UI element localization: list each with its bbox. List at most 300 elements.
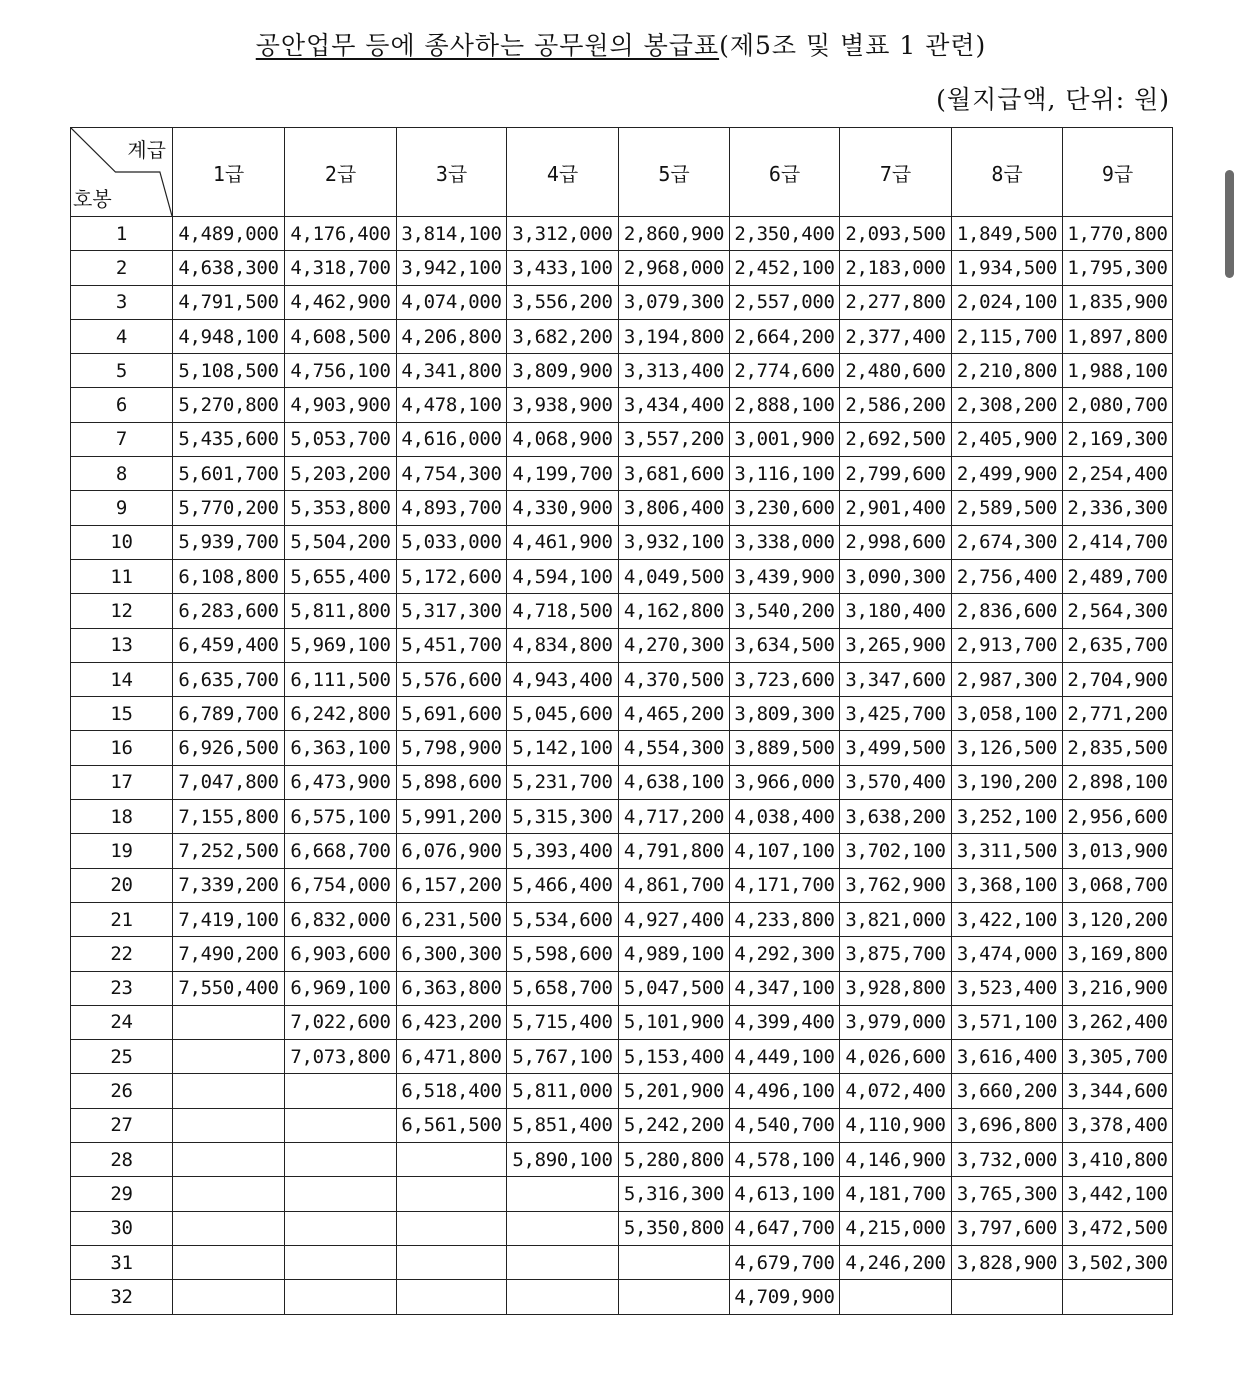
- table-row: [71, 319, 1173, 353]
- salary-cell: 3,814,100: [397, 217, 507, 251]
- salary-cell: 4,318,700: [285, 251, 397, 285]
- salary-cell: 4,834,800: [507, 628, 619, 662]
- salary-cell: [619, 1245, 730, 1279]
- table-row: [71, 594, 1173, 628]
- salary-cell: 4,989,100: [619, 937, 730, 971]
- salary-cell: 5,715,400: [507, 1005, 619, 1039]
- salary-cell: 4,861,700: [619, 868, 730, 902]
- salary-cell: [173, 1280, 285, 1314]
- step-cell: 31: [71, 1245, 173, 1279]
- salary-cell: 3,434,400: [619, 388, 730, 422]
- salary-cell: 1,795,300: [1063, 251, 1173, 285]
- salary-cell: 3,928,800: [840, 971, 952, 1005]
- salary-cell: 3,305,700: [1063, 1040, 1173, 1074]
- salary-cell: 2,589,500: [952, 491, 1063, 525]
- step-cell: 24: [71, 1005, 173, 1039]
- salary-cell: 3,616,400: [952, 1040, 1063, 1074]
- table-row: [71, 971, 1173, 1005]
- salary-cell: 3,180,400: [840, 594, 952, 628]
- salary-cell: 5,969,100: [285, 628, 397, 662]
- salary-cell: 4,608,500: [285, 319, 397, 353]
- step-cell: 11: [71, 559, 173, 593]
- salary-cell: 2,210,800: [952, 354, 1063, 388]
- salary-cell: 3,932,100: [619, 525, 730, 559]
- salary-cell: 4,068,900: [507, 422, 619, 456]
- table-row: [71, 1074, 1173, 1108]
- salary-cell: 2,183,000: [840, 251, 952, 285]
- salary-cell: 3,262,400: [1063, 1005, 1173, 1039]
- salary-cell: 7,339,200: [173, 868, 285, 902]
- salary-cell: 3,502,300: [1063, 1245, 1173, 1279]
- salary-cell: 3,312,000: [507, 217, 619, 251]
- salary-cell: 2,836,600: [952, 594, 1063, 628]
- salary-cell: 2,377,400: [840, 319, 952, 353]
- salary-cell: 4,903,900: [285, 388, 397, 422]
- salary-cell: 4,647,700: [730, 1211, 840, 1245]
- vertical-scrollbar[interactable]: [1225, 170, 1234, 278]
- salary-cell: 4,107,100: [730, 834, 840, 868]
- salary-cell: 4,206,800: [397, 319, 507, 353]
- salary-cell: 2,254,400: [1063, 457, 1173, 491]
- table-row: [71, 285, 1173, 319]
- table-row: [71, 937, 1173, 971]
- salary-cell: [285, 1177, 397, 1211]
- salary-cell: 6,283,600: [173, 594, 285, 628]
- step-cell: 15: [71, 697, 173, 731]
- step-cell: 1: [71, 217, 173, 251]
- salary-cell: 5,504,200: [285, 525, 397, 559]
- salary-cell: 2,756,400: [952, 559, 1063, 593]
- salary-cell: [397, 1211, 507, 1245]
- table-row: [71, 422, 1173, 456]
- salary-cell: 4,616,000: [397, 422, 507, 456]
- salary-cell: [173, 1143, 285, 1177]
- salary-cell: 2,888,100: [730, 388, 840, 422]
- salary-cell: 3,116,100: [730, 457, 840, 491]
- salary-cell: 7,047,800: [173, 765, 285, 799]
- salary-cell: 6,518,400: [397, 1074, 507, 1108]
- salary-cell: [173, 1245, 285, 1279]
- salary-cell: 1,770,800: [1063, 217, 1173, 251]
- salary-cell: 3,660,200: [952, 1074, 1063, 1108]
- salary-cell: 4,341,800: [397, 354, 507, 388]
- table-row: [71, 662, 1173, 696]
- table-row: [71, 1211, 1173, 1245]
- salary-cell: 4,146,900: [840, 1143, 952, 1177]
- table-row: [71, 1005, 1173, 1039]
- salary-cell: [397, 1280, 507, 1314]
- salary-cell: 3,079,300: [619, 285, 730, 319]
- salary-cell: [285, 1280, 397, 1314]
- salary-cell: 2,913,700: [952, 628, 1063, 662]
- table-row: [71, 731, 1173, 765]
- salary-cell: 4,270,300: [619, 628, 730, 662]
- salary-cell: 4,943,400: [507, 662, 619, 696]
- salary-cell: 5,045,600: [507, 697, 619, 731]
- step-cell: 16: [71, 731, 173, 765]
- salary-cell: 3,230,600: [730, 491, 840, 525]
- salary-cell: 7,073,800: [285, 1040, 397, 1074]
- salary-cell: 4,292,300: [730, 937, 840, 971]
- salary-cell: 2,557,000: [730, 285, 840, 319]
- salary-cell: 6,789,700: [173, 697, 285, 731]
- salary-cell: [173, 1108, 285, 1142]
- table-row: [71, 628, 1173, 662]
- salary-cell: [507, 1280, 619, 1314]
- salary-cell: 2,308,200: [952, 388, 1063, 422]
- salary-cell: 4,181,700: [840, 1177, 952, 1211]
- salary-cell: 3,556,200: [507, 285, 619, 319]
- salary-cell: [173, 1040, 285, 1074]
- salary-cell: 3,942,100: [397, 251, 507, 285]
- salary-cell: 6,459,400: [173, 628, 285, 662]
- salary-cell: 3,344,600: [1063, 1074, 1173, 1108]
- salary-cell: [285, 1074, 397, 1108]
- salary-cell: 5,655,400: [285, 559, 397, 593]
- salary-cell: 5,242,200: [619, 1108, 730, 1142]
- salary-cell: 2,901,400: [840, 491, 952, 525]
- salary-cell: 4,072,400: [840, 1074, 952, 1108]
- salary-cell: 4,246,200: [840, 1245, 952, 1279]
- salary-cell: 3,439,900: [730, 559, 840, 593]
- salary-cell: [507, 1211, 619, 1245]
- step-cell: 8: [71, 457, 173, 491]
- salary-cell: 4,756,100: [285, 354, 397, 388]
- salary-cell: 4,489,000: [173, 217, 285, 251]
- salary-cell: 3,828,900: [952, 1245, 1063, 1279]
- step-cell: 3: [71, 285, 173, 319]
- salary-cell: 5,898,600: [397, 765, 507, 799]
- salary-cell: 7,550,400: [173, 971, 285, 1005]
- grade-header-cell: 2급: [285, 128, 397, 217]
- salary-cell: 2,898,100: [1063, 765, 1173, 799]
- salary-cell: 6,668,700: [285, 834, 397, 868]
- salary-cell: 3,126,500: [952, 731, 1063, 765]
- salary-cell: [507, 1177, 619, 1211]
- salary-cell: 6,300,300: [397, 937, 507, 971]
- salary-cell: 1,988,100: [1063, 354, 1173, 388]
- salary-cell: 3,571,100: [952, 1005, 1063, 1039]
- salary-cell: 3,265,900: [840, 628, 952, 662]
- salary-cell: 4,754,300: [397, 457, 507, 491]
- salary-cell: 2,635,700: [1063, 628, 1173, 662]
- grade-header-cell: 9급: [1063, 128, 1173, 217]
- salary-cell: 5,435,600: [173, 422, 285, 456]
- salary-cell: 3,442,100: [1063, 1177, 1173, 1211]
- salary-cell: 5,350,800: [619, 1211, 730, 1245]
- salary-cell: 4,679,700: [730, 1245, 840, 1279]
- salary-cell: 3,252,100: [952, 800, 1063, 834]
- salary-cell: 5,315,300: [507, 800, 619, 834]
- salary-cell: 3,194,800: [619, 319, 730, 353]
- salary-cell: 3,570,400: [840, 765, 952, 799]
- salary-cell: 5,053,700: [285, 422, 397, 456]
- salary-cell: 2,115,700: [952, 319, 1063, 353]
- salary-cell: 5,033,000: [397, 525, 507, 559]
- salary-cell: [173, 1177, 285, 1211]
- salary-cell: 4,496,100: [730, 1074, 840, 1108]
- salary-cell: [1063, 1280, 1173, 1314]
- salary-cell: 3,058,100: [952, 697, 1063, 731]
- salary-cell: 4,927,400: [619, 902, 730, 936]
- step-cell: 20: [71, 868, 173, 902]
- salary-cell: 3,702,100: [840, 834, 952, 868]
- salary-cell: 2,277,800: [840, 285, 952, 319]
- salary-cell: 2,452,100: [730, 251, 840, 285]
- salary-cell: 4,717,200: [619, 800, 730, 834]
- salary-cell: 4,540,700: [730, 1108, 840, 1142]
- salary-cell: 6,471,800: [397, 1040, 507, 1074]
- salary-cell: 3,523,400: [952, 971, 1063, 1005]
- salary-cell: 5,576,600: [397, 662, 507, 696]
- salary-cell: 4,718,500: [507, 594, 619, 628]
- corner-header-cell: [71, 128, 173, 217]
- salary-cell: 5,939,700: [173, 525, 285, 559]
- salary-cell: 4,554,300: [619, 731, 730, 765]
- salary-cell: 2,835,500: [1063, 731, 1173, 765]
- salary-cell: 4,791,500: [173, 285, 285, 319]
- salary-cell: 2,414,700: [1063, 525, 1173, 559]
- salary-cell: 4,215,000: [840, 1211, 952, 1245]
- salary-cell: 6,363,100: [285, 731, 397, 765]
- grade-header-cell: 3급: [397, 128, 507, 217]
- table-row: [71, 559, 1173, 593]
- step-cell: 2: [71, 251, 173, 285]
- salary-cell: 2,586,200: [840, 388, 952, 422]
- salary-cell: [397, 1177, 507, 1211]
- salary-cell: 4,049,500: [619, 559, 730, 593]
- step-cell: 30: [71, 1211, 173, 1245]
- salary-cell: 2,480,600: [840, 354, 952, 388]
- salary-cell: 2,564,300: [1063, 594, 1173, 628]
- step-cell: 10: [71, 525, 173, 559]
- salary-cell: 5,108,500: [173, 354, 285, 388]
- salary-cell: 4,449,100: [730, 1040, 840, 1074]
- salary-cell: 6,111,500: [285, 662, 397, 696]
- salary-cell: 3,499,500: [840, 731, 952, 765]
- grade-header-cell: 6급: [730, 128, 840, 217]
- salary-cell: 3,013,900: [1063, 834, 1173, 868]
- salary-cell: 4,176,400: [285, 217, 397, 251]
- salary-cell: 3,313,400: [619, 354, 730, 388]
- salary-cell: 6,832,000: [285, 902, 397, 936]
- salary-cell: 2,489,700: [1063, 559, 1173, 593]
- salary-cell: 5,317,300: [397, 594, 507, 628]
- salary-cell: 2,350,400: [730, 217, 840, 251]
- salary-cell: 3,634,500: [730, 628, 840, 662]
- salary-cell: 3,765,300: [952, 1177, 1063, 1211]
- salary-cell: 3,821,000: [840, 902, 952, 936]
- salary-cell: 4,461,900: [507, 525, 619, 559]
- step-cell: 9: [71, 491, 173, 525]
- salary-cell: 3,378,400: [1063, 1108, 1173, 1142]
- salary-cell: [952, 1280, 1063, 1314]
- salary-cell: 5,534,600: [507, 902, 619, 936]
- salary-cell: 6,157,200: [397, 868, 507, 902]
- salary-cell: 2,080,700: [1063, 388, 1173, 422]
- salary-cell: 2,799,600: [840, 457, 952, 491]
- document-title: [0, 26, 1242, 62]
- salary-cell: [397, 1143, 507, 1177]
- salary-cell: 2,968,000: [619, 251, 730, 285]
- salary-cell: 3,681,600: [619, 457, 730, 491]
- salary-cell: [173, 1005, 285, 1039]
- salary-cell: 4,709,900: [730, 1280, 840, 1314]
- salary-cell: 2,499,900: [952, 457, 1063, 491]
- salary-cell: [285, 1245, 397, 1279]
- step-cell: 22: [71, 937, 173, 971]
- table-row: [71, 765, 1173, 799]
- salary-cell: 4,791,800: [619, 834, 730, 868]
- salary-cell: 2,692,500: [840, 422, 952, 456]
- salary-cell: 4,948,100: [173, 319, 285, 353]
- title-main: 공안업무 등에 종사하는 공무원의 봉급표: [255, 31, 720, 60]
- salary-cell: 3,001,900: [730, 422, 840, 456]
- salary-cell: 2,169,300: [1063, 422, 1173, 456]
- salary-cell: 6,076,900: [397, 834, 507, 868]
- salary-cell: 6,423,200: [397, 1005, 507, 1039]
- step-cell: 29: [71, 1177, 173, 1211]
- salary-cell: 2,405,900: [952, 422, 1063, 456]
- step-cell: 7: [71, 422, 173, 456]
- salary-cell: 5,270,800: [173, 388, 285, 422]
- salary-cell: 4,638,300: [173, 251, 285, 285]
- step-cell: 17: [71, 765, 173, 799]
- salary-cell: 3,433,100: [507, 251, 619, 285]
- salary-cell: 3,425,700: [840, 697, 952, 731]
- salary-cell: 3,966,000: [730, 765, 840, 799]
- salary-cell: 6,231,500: [397, 902, 507, 936]
- salary-cell: 6,903,600: [285, 937, 397, 971]
- salary-cell: 3,410,800: [1063, 1143, 1173, 1177]
- salary-cell: 5,047,500: [619, 971, 730, 1005]
- salary-cell: 5,316,300: [619, 1177, 730, 1211]
- salary-cell: 3,540,200: [730, 594, 840, 628]
- step-cell: 28: [71, 1143, 173, 1177]
- table-row: [71, 1040, 1173, 1074]
- salary-cell: 4,233,800: [730, 902, 840, 936]
- salary-cell: 5,101,900: [619, 1005, 730, 1039]
- salary-cell: 3,120,200: [1063, 902, 1173, 936]
- salary-cell: [173, 1211, 285, 1245]
- salary-cell: 5,991,200: [397, 800, 507, 834]
- salary-cell: 7,252,500: [173, 834, 285, 868]
- salary-cell: [173, 1074, 285, 1108]
- corner-step-label: 호봉: [73, 187, 112, 211]
- corner-grade-label: 계급: [127, 138, 166, 162]
- salary-cell: 6,363,800: [397, 971, 507, 1005]
- salary-cell: 3,938,900: [507, 388, 619, 422]
- salary-cell: 3,809,900: [507, 354, 619, 388]
- salary-cell: 5,767,100: [507, 1040, 619, 1074]
- salary-cell: 5,280,800: [619, 1143, 730, 1177]
- salary-cell: 4,199,700: [507, 457, 619, 491]
- salary-cell: 6,926,500: [173, 731, 285, 765]
- salary-cell: 3,169,800: [1063, 937, 1173, 971]
- salary-cell: 3,347,600: [840, 662, 952, 696]
- salary-cell: 4,038,400: [730, 800, 840, 834]
- salary-cell: 2,774,600: [730, 354, 840, 388]
- table-row: [71, 800, 1173, 834]
- table-row: [71, 525, 1173, 559]
- salary-cell: 6,575,100: [285, 800, 397, 834]
- salary-cell: 5,153,400: [619, 1040, 730, 1074]
- step-cell: 21: [71, 902, 173, 936]
- salary-table: [70, 127, 1173, 1315]
- salary-cell: 5,890,100: [507, 1143, 619, 1177]
- salary-cell: 3,090,300: [840, 559, 952, 593]
- salary-cell: 6,969,100: [285, 971, 397, 1005]
- salary-cell: 3,979,000: [840, 1005, 952, 1039]
- salary-cell: 3,696,800: [952, 1108, 1063, 1142]
- table-row: [71, 1177, 1173, 1211]
- salary-cell: 5,811,000: [507, 1074, 619, 1108]
- table-row: [71, 1143, 1173, 1177]
- salary-cell: 6,754,000: [285, 868, 397, 902]
- salary-cell: 3,762,900: [840, 868, 952, 902]
- salary-cell: 6,242,800: [285, 697, 397, 731]
- salary-cell: 4,578,100: [730, 1143, 840, 1177]
- table-row: [71, 834, 1173, 868]
- salary-cell: 4,162,800: [619, 594, 730, 628]
- salary-cell: [285, 1108, 397, 1142]
- salary-cell: 5,811,800: [285, 594, 397, 628]
- step-cell: 4: [71, 319, 173, 353]
- salary-cell: 2,956,600: [1063, 800, 1173, 834]
- salary-cell: 4,613,100: [730, 1177, 840, 1211]
- salary-cell: 5,393,400: [507, 834, 619, 868]
- salary-cell: 6,561,500: [397, 1108, 507, 1142]
- table-header-row: [71, 128, 1173, 217]
- salary-cell: 4,347,100: [730, 971, 840, 1005]
- salary-cell: 3,638,200: [840, 800, 952, 834]
- salary-cell: 3,723,600: [730, 662, 840, 696]
- salary-cell: 1,897,800: [1063, 319, 1173, 353]
- salary-cell: 5,466,400: [507, 868, 619, 902]
- step-cell: 27: [71, 1108, 173, 1142]
- salary-cell: 5,601,700: [173, 457, 285, 491]
- salary-cell: 3,338,000: [730, 525, 840, 559]
- table-row: [71, 354, 1173, 388]
- salary-cell: 4,370,500: [619, 662, 730, 696]
- salary-cell: 3,682,200: [507, 319, 619, 353]
- grade-header-cell: 8급: [952, 128, 1063, 217]
- table-row: [71, 868, 1173, 902]
- salary-cell: 3,472,500: [1063, 1211, 1173, 1245]
- salary-cell: 4,026,600: [840, 1040, 952, 1074]
- salary-cell: 4,478,100: [397, 388, 507, 422]
- table-row: [71, 457, 1173, 491]
- salary-cell: 5,172,600: [397, 559, 507, 593]
- grade-header-cell: 4급: [507, 128, 619, 217]
- salary-cell: 5,851,400: [507, 1108, 619, 1142]
- step-cell: 25: [71, 1040, 173, 1074]
- salary-cell: 4,399,400: [730, 1005, 840, 1039]
- salary-cell: 5,658,700: [507, 971, 619, 1005]
- salary-cell: 3,068,700: [1063, 868, 1173, 902]
- salary-cell: 2,336,300: [1063, 491, 1173, 525]
- salary-cell: 2,704,900: [1063, 662, 1173, 696]
- step-cell: 12: [71, 594, 173, 628]
- salary-cell: 7,022,600: [285, 1005, 397, 1039]
- salary-cell: 5,770,200: [173, 491, 285, 525]
- step-cell: 6: [71, 388, 173, 422]
- salary-cell: 3,216,900: [1063, 971, 1173, 1005]
- salary-cell: 5,201,900: [619, 1074, 730, 1108]
- table-body: [71, 217, 1173, 1315]
- salary-cell: [285, 1143, 397, 1177]
- step-cell: 23: [71, 971, 173, 1005]
